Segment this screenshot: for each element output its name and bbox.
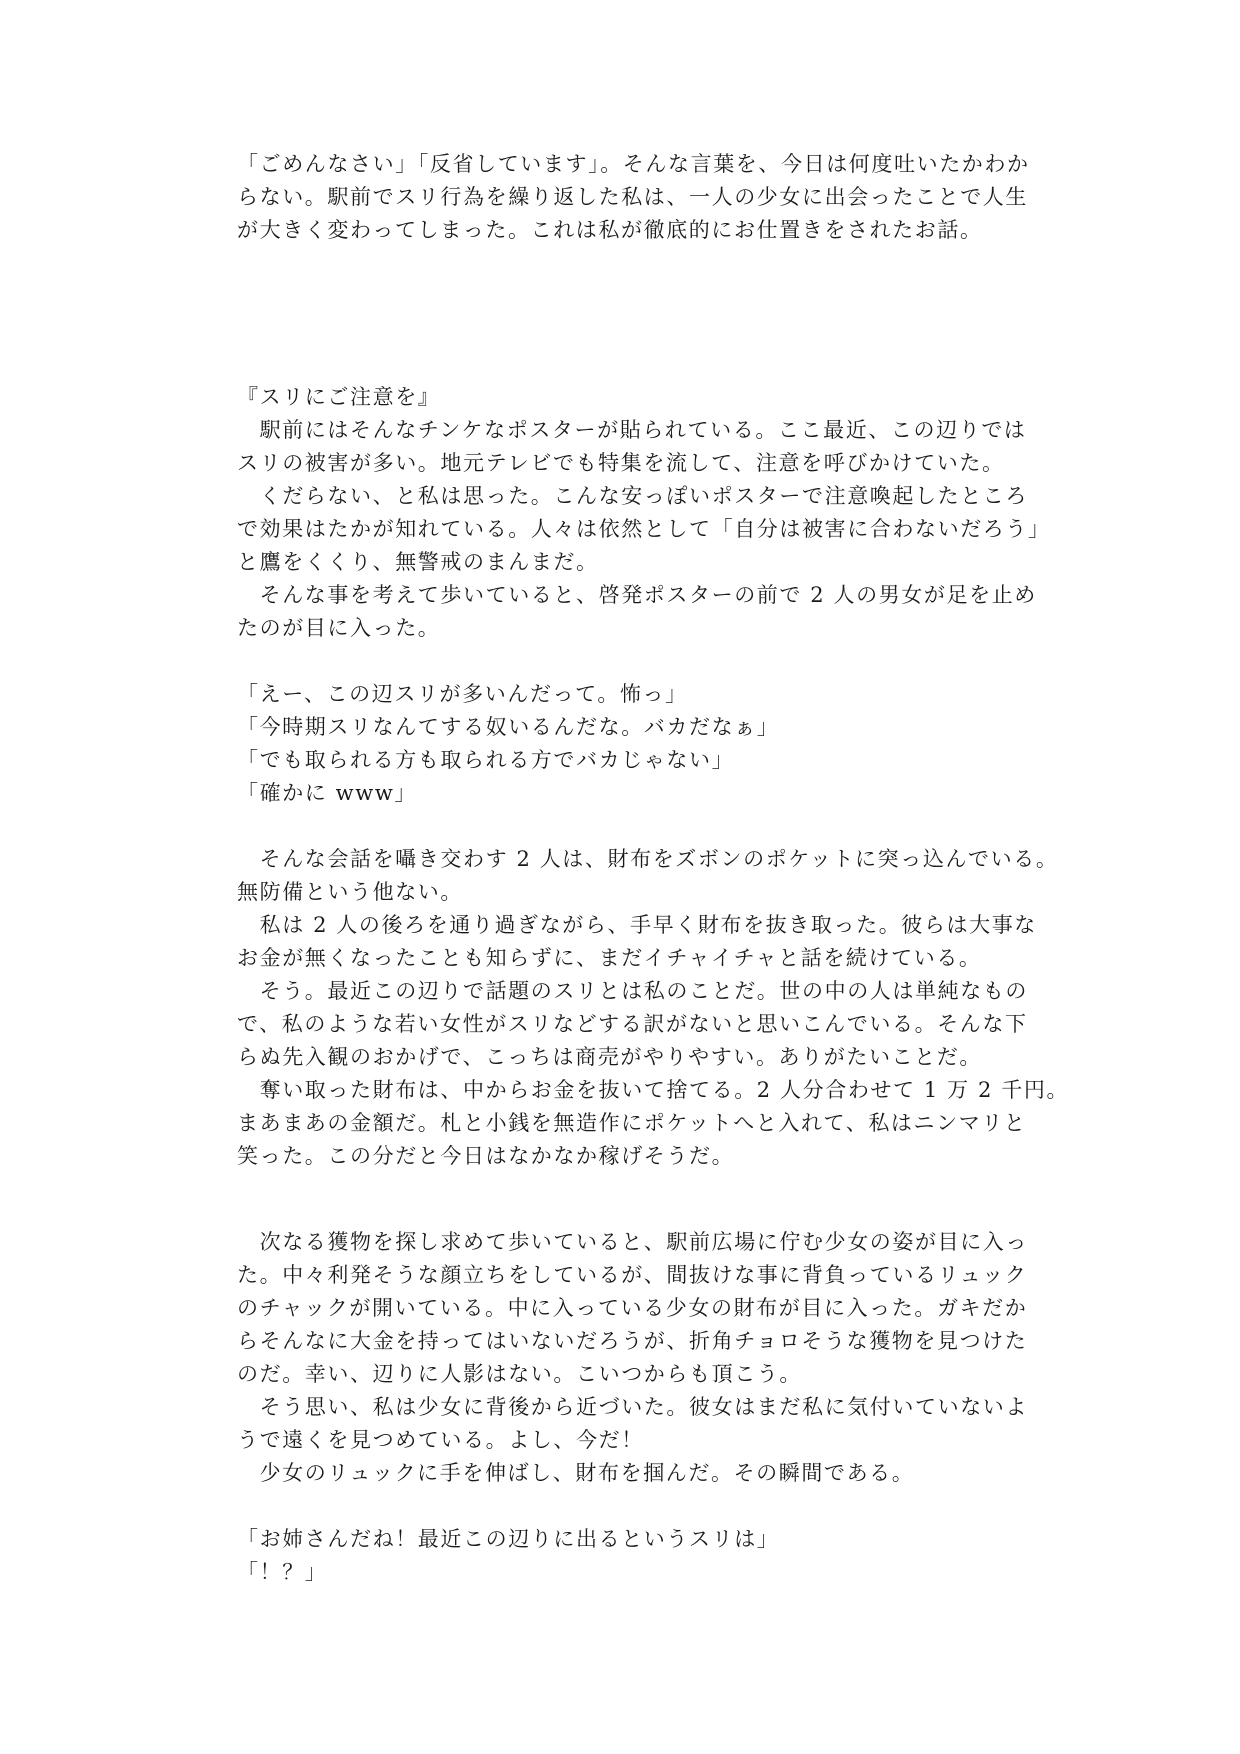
- story-line: 笑った。この分だと今日はなかなか稼げそうだ。: [237, 1144, 735, 1168]
- story-line: 無防備という他ない。: [237, 880, 463, 904]
- story-line: で効果はたかが知れている。人々は依然として「自分は被害に合わないだろう」: [237, 517, 1051, 541]
- story-line: 少女のリュックに手を伸ばし、財布を掴んだ。その瞬間である。: [237, 1461, 915, 1485]
- dialogue-line: 「確かに www」: [237, 781, 418, 805]
- dialogue-line: 「でも取られる方も取られる方でバカじゃない」: [237, 748, 735, 772]
- intro-line: 「ごめんなさい」「反省しています」。そんな言葉を、今日は何度吐いたかわか: [237, 152, 1030, 176]
- story-line: まあまあの金額だ。札と小銭を無造作にポケットへと入れて、私はニンマリと: [237, 1111, 1027, 1135]
- section-heading: 『スリにご注意を』: [237, 385, 441, 409]
- story-section-1: [237, 381, 1070, 1173]
- story-section-2: [237, 1226, 1028, 1589]
- story-line: のだ。幸い、辺りに人影はない。こいつからも頂こう。: [237, 1362, 802, 1386]
- story-line: 私は 2 人の後ろを通り過ぎながら、手早く財布を抜き取った。彼らは大事な: [237, 913, 1037, 937]
- dialogue-line: 「えー、この辺スリが多いんだって。怖っ」: [237, 682, 688, 706]
- intro-line: が大きく変わってしまった。これは私が徹底的にお仕置きをされたお話。: [237, 218, 983, 242]
- story-line: のチャックが開いている。中に入っている少女の財布が目に入った。ガキだか: [237, 1296, 1028, 1320]
- story-line: と鷹をくくり、無警戒のまんまだ。: [237, 550, 599, 574]
- dialogue-line: 「お姉さんだね！最近この辺りに出るというスリは」: [237, 1527, 780, 1551]
- dialogue-line: 「！？」: [237, 1560, 328, 1584]
- story-line: 駅前にはそんなチンケなポスターが貼られている。ここ最近、この辺りでは: [237, 418, 1027, 442]
- story-line: らそんなに大金を持ってはいないだろうが、折角チョロそうな獲物を見つけた: [237, 1329, 1028, 1353]
- intro-paragraph: [237, 148, 1030, 247]
- story-line: うで遠くを見つめている。よし、今だ！: [237, 1428, 644, 1452]
- story-line: そんな事を考えて歩いていると、啓発ポスターの前で 2 人の男女が足を止め: [237, 583, 1037, 607]
- story-line: らぬ先入観のおかげで、こっちは商売がやりやすい。ありがたいことだ。: [237, 1045, 982, 1069]
- story-line: そう思い、私は少女に背後から近づいた。彼女はまだ私に気付いていないよ: [237, 1395, 1028, 1419]
- dialogue-line: 「今時期スリなんてする奴いるんだな。バカだなぁ」: [237, 715, 780, 739]
- paragraph-gap: [237, 645, 1017, 678]
- story-line: で、私のような若い女性がスリなどする訳がないと思いこんでいる。そんな下: [237, 1012, 1028, 1036]
- story-line: たのが目に入った。: [237, 616, 441, 640]
- story-line: 次なる獲物を探し求めて歩いていると、駅前広場に佇む少女の姿が目に入っ: [237, 1230, 1028, 1254]
- story-line: お金が無くなったことも知らずに、まだイチャイチャと話を続けている。: [237, 946, 982, 970]
- paragraph-gap: [237, 1490, 1017, 1523]
- story-line: くだらない、と私は思った。こんな安っぽいポスターで注意喚起したところ: [237, 484, 1028, 508]
- story-line: そんな会話を囁き交わす 2 人は、財布をズボンのポケットに突っ込んでいる。: [237, 847, 1059, 871]
- paragraph-gap: [237, 810, 1017, 843]
- intro-line: らない。駅前でスリ行為を繰り返した私は、一人の少女に出会ったことで人生: [237, 185, 1028, 209]
- story-line: スリの被害が多い。地元テレビでも特集を流して、注意を呼びかけていた。: [237, 451, 1005, 475]
- story-line: そう。最近この辺りで話題のスリとは私のことだ。世の中の人は単純なもの: [237, 979, 1028, 1003]
- story-line: た。中々利発そうな顔立ちをしているが、間抜けな事に背負っているリュック: [237, 1263, 1028, 1287]
- story-line: 奪い取った財布は、中からお金を抜いて捨てる。2 人分合わせて 1 万 2 千円。: [237, 1078, 1070, 1102]
